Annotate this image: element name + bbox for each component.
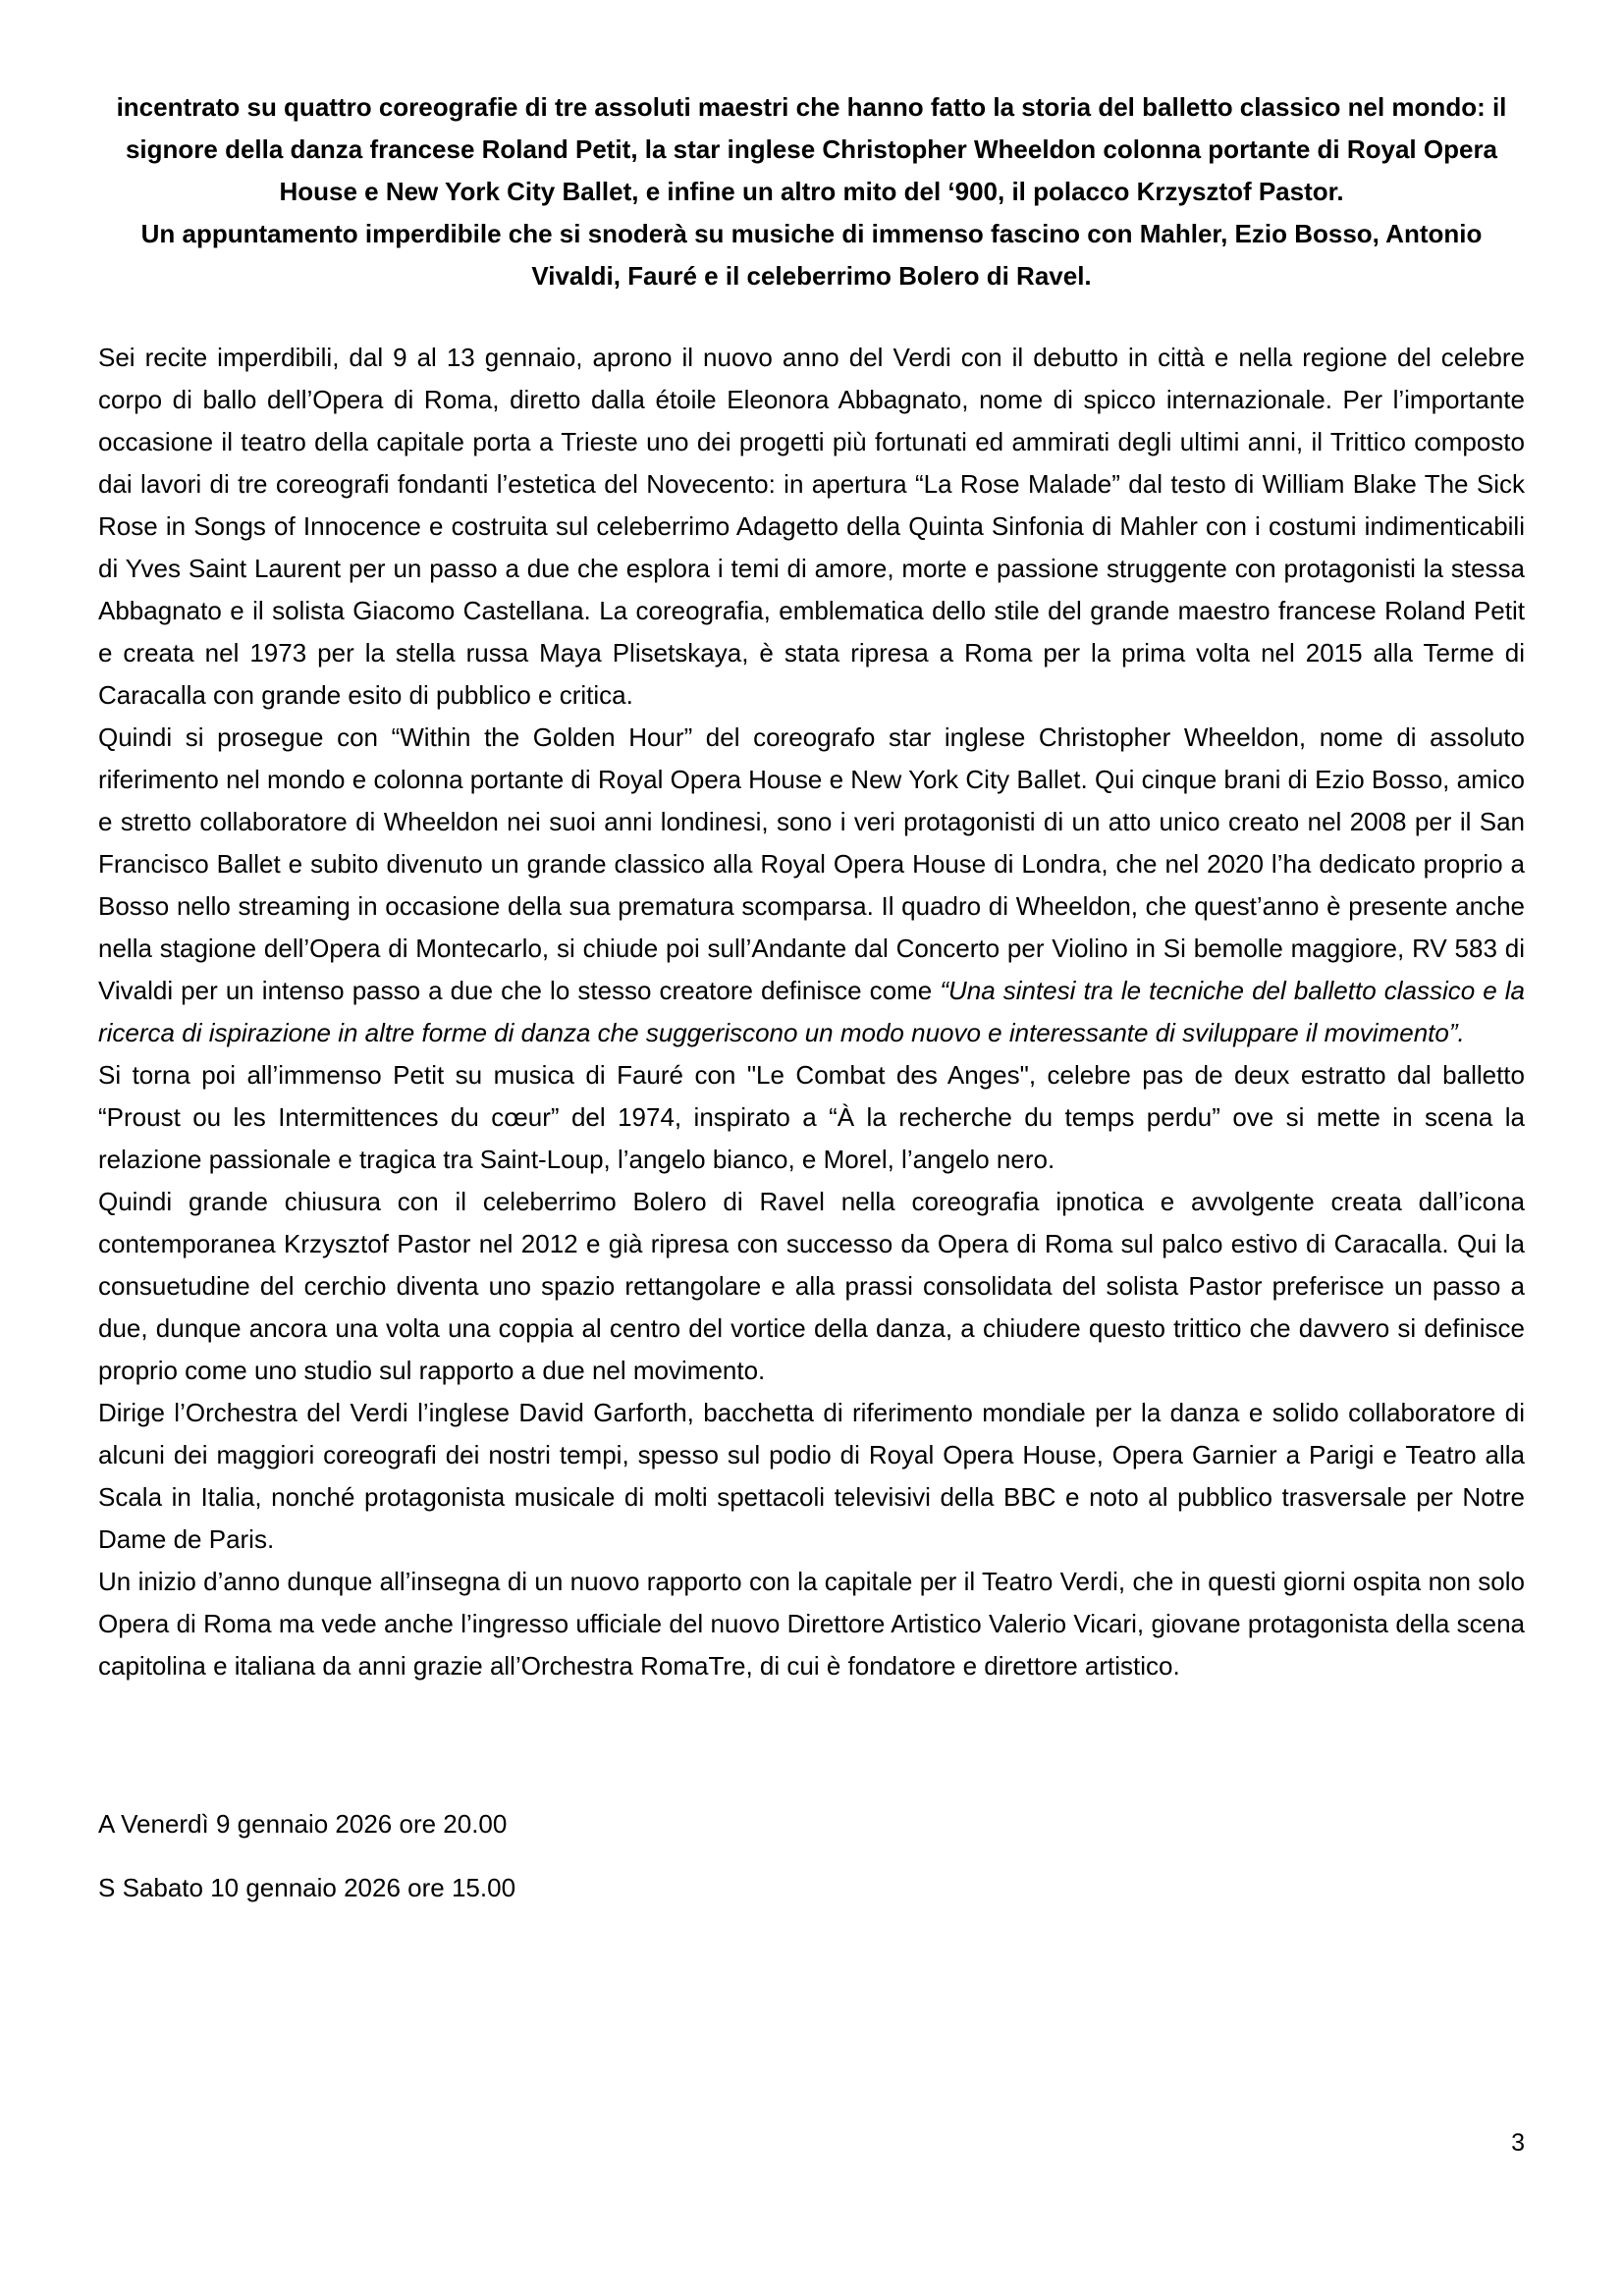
body-paragraph-2 bbox=[98, 717, 1525, 1054]
body-paragraph-2-text: Quindi si prosegue con “Within the Golden Hour” del coreografo star inglese Christopher Wheeldon, nome di assoluto riferimento nel mondo e colonna portante di Royal Opera House e New York City Ballet. Qui cinque brani di Ezio Bosso, amico e stretto collaboratore di Wheeldon nei suoi anni londinesi, sono i veri protagonisti di un atto unico creato nel 2008 per il San Francisco Ballet e subito divenuto un grande classico alla Royal Opera House di Londra, che nel 2020 l’ha dedicato proprio a Bosso nello streaming in occasione della sua prematura scomparsa. Il quadro di Wheeldon, che quest’anno è presente anche nella stagione dell’Opera di Montecarlo, si chiude poi sull’Andante dal Concerto per Violino in Si bemolle maggiore, RV 583 di Vivaldi per un intenso passo a due che lo stesso creatore definisce come bbox=[98, 722, 1525, 1005]
body-paragraph-3: Si torna poi all’immenso Petit su musica di Fauré con "Le Combat des Anges", celebre pas de deux estratto dal balletto “Proust ou les Intermittences du cœur” del 1974, inspirato a “À la recherche du temps perdu” ove si mette in scena la relazione passionale e tragica tra Saint-Loup, l’angelo bianco, e Morel, l’angelo nero. bbox=[98, 1060, 1525, 1174]
page-number: 3 bbox=[1511, 2129, 1525, 2157]
lead-bold-block bbox=[98, 86, 1525, 297]
body-paragraph-5: Dirige l’Orchestra del Verdi l’inglese David Garforth, bacchetta di riferimento mondiale per la danza e solido collaboratore di alcuni dei maggiori coreografi dei nostri tempi, spesso sul podio di Royal Opera House, Opera Garnier a Parigi e Teatro alla Scala in Italia, nonché protagonista musicale di molti spettacoli televisivi della BBC e noto al pubblico trasversale per Notre Dame de Paris. bbox=[98, 1398, 1525, 1554]
lead-paragraph-1: incentrato su quattro coreografie di tre assoluti maestri che hanno fatto la storia del balletto classico nel mondo: il signore della danza francese Roland Petit, la star inglese Christopher Wheeldon colonna portante di Royal Opera House e New York City Ballet, e infine un altro mito del ‘900, il polacco Krzysztof Pastor. bbox=[116, 92, 1507, 206]
schedule-line-2: S Sabato 10 gennaio 2026 ore 15.00 bbox=[98, 1873, 516, 1902]
body-paragraph-1: Sei recite imperdibili, dal 9 al 13 gennaio, aprono il nuovo anno del Verdi con il debutto in città e nella regione del celebre corpo di ballo dell’Opera di Roma, diretto dalla étoile Eleonora Abbagnato, nome di spicco internazionale. Per l’importante occasione il teatro della capitale porta a Trieste uno dei progetti più fortunati ed ammirati degli ultimi anni, il Trittico composto dai lavori di tre coreografi fondanti l’estetica del Novecento: in apertura “La Rose Malade” dal testo di William Blake The Sick Rose in Songs of Innocence e costruita sul celeberrimo Adagetto della Quinta Sinfonia di Mahler con i costumi indimenticabili di Yves Saint Laurent per un passo a due che esplora i temi di amore, morte e passione struggente con protagonisti la stessa Abbagnato e il solista Giacomo Castellana. La coreografia, emblematica dello stile del grande maestro francese Roland Petit e creata nel 1973 per la stella russa Maya Plisetskaya, è stata ripresa a Roma per la prima volta nel 2015 alla Terme di Caracalla con grande esito di pubblico e critica. bbox=[98, 343, 1525, 710]
schedule-line-1: A Venerdì 9 gennaio 2026 ore 20.00 bbox=[98, 1809, 508, 1839]
article-body bbox=[98, 337, 1525, 1687]
lead-paragraph-2: Un appuntamento imperdibile che si snoderà su musiche di immenso fascino con Mahler, Ezio Bosso, Antonio Vivaldi, Fauré e il celeberrimo Bolero di Ravel. bbox=[140, 219, 1483, 291]
body-paragraph-2-quote: “Una sintesi tra le tecniche del balletto classico e la ricerca di ispirazione in altre forme di danza che suggeriscono un modo nuovo e interessante di sviluppare il movimento”. bbox=[98, 976, 1526, 1047]
body-paragraph-6: Un inizio d’anno dunque all’insegna di un nuovo rapporto con la capitale per il Teatro Verdi, che in questi giorni ospita non solo Opera di Roma ma vede anche l’ingresso ufficiale del nuovo Direttore Artistico Valerio Vicari, giovane protagonista della scena capitolina e italiana da anni grazie all’Orchestra RomaTre, di cui è fondatore e direttore artistico. bbox=[98, 1567, 1525, 1681]
performance-schedule bbox=[98, 1803, 1525, 1909]
body-paragraph-4: Quindi grande chiusura con il celeberrimo Bolero di Ravel nella coreografia ipnotica e avvolgente creata dall’icona contemporanea Krzysztof Pastor nel 2012 e già ripresa con successo da Opera di Roma sul palco estivo di Caracalla. Qui la consuetudine del cerchio diventa uno spazio rettangolare e alla prassi consolidata del solista Pastor preferisce un passo a due, dunque ancora una volta una coppia al centro del vortice della danza, a chiudere questo trittico che davvero si definisce proprio come uno studio sul rapporto a due nel movimento. bbox=[98, 1187, 1525, 1385]
